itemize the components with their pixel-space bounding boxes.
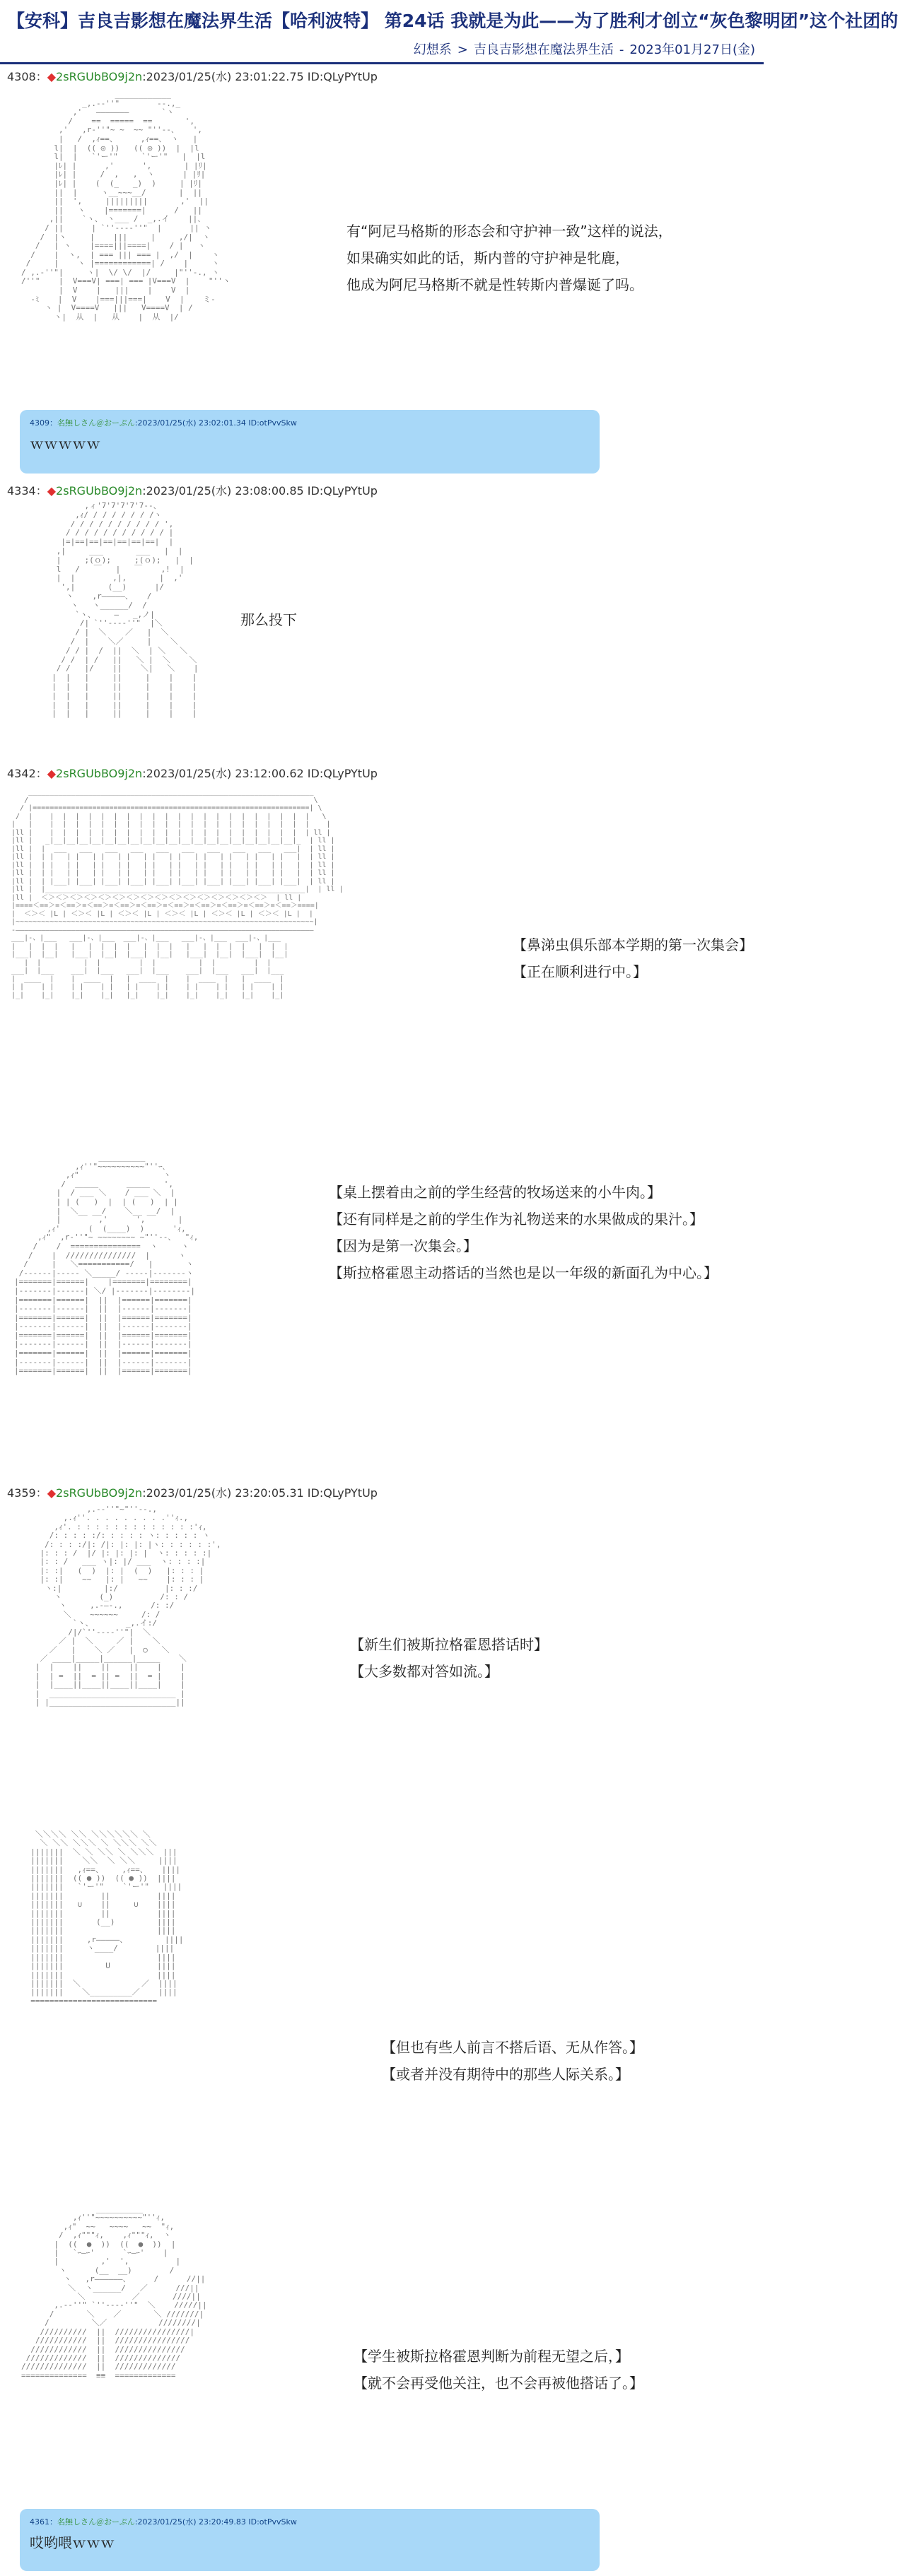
caption-line: 【因为是第一次集会。】 <box>329 1237 477 1254</box>
post-trip: 2sRGUbBO9j2n <box>56 70 143 83</box>
reply-body: 哎哟喂ｗｗｗ <box>30 2534 115 2551</box>
trip-diamond-icon: ◆ <box>47 70 57 83</box>
reply-trip: ＠おーぷん <box>96 418 135 428</box>
post-id: ID:QLyPYtUp <box>307 484 378 498</box>
post-number: 4334 <box>7 484 36 498</box>
breadcrumb-date: 2023年01月27日(金) <box>629 42 755 57</box>
post-caption <box>354 2343 643 2396</box>
caption-line: 【斯拉格霍恩主动搭话的当然也是以一年级的新面孔为中心。】 <box>329 1264 718 1281</box>
reply-number: 4309 <box>30 418 49 428</box>
caption-line: 【或者并没有期待中的那些人际关系。】 <box>382 2066 629 2083</box>
breadcrumb <box>414 40 755 58</box>
post-caption <box>240 606 297 633</box>
caption-line: 【大多数都对答如流。】 <box>350 1663 498 1680</box>
caption-line: 【但也有些人前言不搭后语、无从作答。】 <box>382 2039 643 2056</box>
caption-line: 如果确实如此的话，斯内普的守护神是牝鹿， <box>346 249 629 266</box>
breadcrumb-separator: > <box>457 42 468 57</box>
post-number: 4342 <box>7 767 36 780</box>
breadcrumb-series-link[interactable]: 吉良吉影想在魔法界生活 <box>473 42 614 57</box>
caption-line: 【学生被斯拉格霍恩判断为前程无望之后，】 <box>354 2348 629 2365</box>
caption-line: 【就不会再受他关注，也不会再被他搭话了。】 <box>354 2375 643 2392</box>
reply-name: 名無しさん <box>57 2517 96 2527</box>
post-date: 2023/01/25(水) 23:20:05.31 <box>146 1486 304 1500</box>
ascii-art-figure: ＼＼＼＼ ＼＼ ＼＼＼＼＼＼ ＼ ＼ ＼＼ ＼＼＼ ＼ ＼＼＼ ＼＼ ||||||| ＼ ＼ ＼＼ ＼ ＼＼＼ ||| ||||||| ＼＼ ＼ ＼＼ |||| ||||||| ,ｨ==、 ,ｨ==、 |||| ||||||| (( ● )) (( ● )) |||| ||||||| `'ー'" `'ー'" |||| ||||||| || |||| ||||||| ∪ || ∪ |||| ||||||| || |||| ||||||| (__) |||| ||||||| |||| ||||||| ,r―――――、 |||| ||||||| ヽ____/ |||| ||||||| |||| ||||||| U |||| ||||||| |||| ||||||| ＼ ／ |||| ||||||| ＼_________／ |||| =========================== <box>30 1830 184 2006</box>
reply-date: 2023/01/25(水) 23:02:01.34 <box>137 418 246 428</box>
trip-diamond-icon: ◆ <box>47 1486 57 1500</box>
post-date: 2023/01/25(水) 23:01:22.75 <box>146 70 304 83</box>
reply-post <box>20 2509 600 2571</box>
caption-line: 有“阿尼马格斯的形态会和守护神一致”这样的说法， <box>346 223 672 240</box>
post-caption <box>513 931 753 985</box>
reply-number: 4361 <box>30 2517 49 2527</box>
page-title: 【安科】吉良吉影想在魔法界生活【哈利波特】 第24话 我就是为此——为了胜利才创立“灰色黎明团”这个社团的 <box>7 11 898 31</box>
post-number: 4308 <box>7 70 36 83</box>
ascii-art-portrait: ,ィ'7'7'7'7'7‐-、 ,ｨ/ / / / / / / /ヽ / / / / / / / / / / ', / / / / / / / / / / / | |=|==|==|==|==|==|==| | ,| ___ ___ | | | ;(ｏ); ;(ｏ); | | l / ￣ | ￣ ,! | | | ,|, | ,' ',| (__) |/ ヽ ,r―――――、 / ヽ ヽ______/ / `ヽ、 ― _,ノ| /| `''‐--‐''" |＼ / | ＼ ／ | ＼ / | ＼／ | ＼ / / | / || ＼ | ＼ ＼ / / | / || ＼ | ＼ ＼ / / |/ || ＼| ＼ | | | | || | | | | | | || | | | | | | || | | | | | | || | | | | | | || | | | <box>52 501 199 719</box>
caption-line: 【新生们被斯拉格霍恩搭话时】 <box>350 1636 548 1653</box>
post-date: 2023/01/25(水) 23:08:00.85 <box>146 484 304 498</box>
post-header: 4359：◆2sRGUbBO9j2n:2023/01/25(水) 23:20:05.31 ID:QLyPYtUp <box>7 1486 378 1500</box>
post-caption <box>382 2034 643 2088</box>
breadcrumb-category-link[interactable]: 幻想系 <box>413 42 452 57</box>
caption-line: 【正在顺利进行中。】 <box>513 963 647 980</box>
post-id: ID:QLyPYtUp <box>307 1486 378 1500</box>
reply-post <box>20 410 600 474</box>
ascii-art-dining-hall: ___________________________________________________________________ / \ / |=================================================================| \ / | | | | | | | | | | | | | | | | | | | | | | \ | | | | | | | | | | | | | | | | | | | | | | | | |ll | | | | | | | | | | | | | | | | | | | | | | ll | |ll | _|__|__|__|__|__|__|__|__|__|__|__|__|__|__|__|__|__|__|__|_ | ll | |ll | | ___ ___ ___ ___ ___ ___ ___ ___ ___ ___| | ll | |ll | | | | | | | | | | | | | | | | | | | | | | | ll | |ll | | | | | | | | | | | | | | | | | | | | | | | ll | |ll | | | | | | | | | | | | | | | | | | | | | | | ll | |ll | | |___| |___| |___| |___| |___| |___| |___| |___| |___| |___| | ll | |ll | |_____________________________________________________________| | ll | |ll | ＜＞＜＞＜＞＜＞＜＞＜＞＜＞＜＞＜＞＜＞＜＞＜＞＜＞＜＞＜＞＜＞ | ll | |====＜==＞=＜==＞=＜==＞=＜==＞=＜==＞=＜==＞=＜==＞=＜==＞=＜==＞=＜==＞====| | ＜＞＜ |L | ＜＞＜ |L | ＜＞＜ |L | ＜＞＜ |L | ＜＞＜ |L | ＜＞＜ |L | | |~~~~~~~~~~~~~~~~~~~~~~~~~~~~~~~~~~~~~~~~~~~~~~~~~~~~~~~~~~~~~~~~~~~~~~| ‐―――――――――――――――――――――――――――――――――――――――――――――――――――――――――――――――――――――― ___|‐、|___ ___|‐、|___ ___|‐、|___ ___|‐、|___ ___|‐、|___ | | | | | | | | | | | | | | | | | | | | |___| |__| |___| |__| |___| |__| |___| |__| |___| |__| | | | | | | | | | | ___| |___ ___| |___ ___| |___ ___| |___ ___| |___ | ____ | | ____ | | ____ | | ____ | | ____ | | | | | | | | | | | | | | | | | | | | | |_| |_| |_| |_| |_| |_| |_| |_| |_| |_| <box>11 788 344 999</box>
reply-id: ID:otPvvSkw <box>248 418 297 428</box>
breadcrumb-separator: - <box>619 42 624 57</box>
reply-meta: 4309：名無しさん＠おーぷん:2023/01/25(水) 23:02:01.34 ID:otPvvSkw <box>30 418 297 428</box>
post-trip: 2sRGUbBO9j2n <box>56 767 143 780</box>
trip-diamond-icon: ◆ <box>47 484 57 498</box>
caption-line: 他成为阿尼马格斯不就是性转斯内普爆诞了吗。 <box>346 276 643 293</box>
reply-meta: 4361：名無しさん＠おーぷん:2023/01/25(水) 23:20:49.83 ID:otPvvSkw <box>30 2517 297 2527</box>
post-trip: 2sRGUbBO9j2n <box>56 1486 143 1500</box>
reply-trip: ＠おーぷん <box>96 2517 135 2527</box>
post-trip: 2sRGUbBO9j2n <box>56 484 143 498</box>
post-number: 4359 <box>7 1486 36 1500</box>
page-header <box>0 0 898 64</box>
trip-diamond-icon: ◆ <box>47 767 57 780</box>
post-id: ID:QLyPYtUp <box>307 70 378 83</box>
caption-line: 那么投下 <box>240 611 297 628</box>
reply-body: ｗｗｗｗｗ <box>30 435 100 452</box>
caption-line: 【桌上摆着由之前的学生经营的牧场送来的小牛肉。】 <box>329 1184 661 1201</box>
post-header: 4334：◆2sRGUbBO9j2n:2023/01/25(水) 23:08:00.85 ID:QLyPYtUp <box>7 484 378 498</box>
ascii-art-portrait: ____________ _,.-‐''" ‐-.,_ ,' ――――――― `ヽ / == ===== == ', ,' ,r‐''"~ ~ ~~ "''‐-、 ', | / ,ｨ==、 ,ｨ==、 ヽ | l| | (( ◎ )) (( ◎ )) | |l l| | `'ー'" `'ー'" | |l |ﾚ| | ,' ', | |ﾘ| |ﾚ| | / , , ヽ | |ﾘ| |ﾚ| | ( (_ _) ) | |ﾘ| || | ヽ__~~~__/ | || || ', ||||||||| ,' || || ヽ |=======| / || ,|| `ヽ、 ヽ___ / _,.イ ||、 / || | `''‐--‐''" | || ヽ / |ヽ | ||| | ,/| ヽ / | ヽ |====|||====| / | ヽ / | ヽ, | === ||| === | ,/ | ヽ / | ヽ |============| / | ヽ / ,.‐''"| ヽ| \/ \/ |/ |"''‐., ヽ /''" | V===V| ===| === |V===V | "''ヽ | V | ||| | V | -ﾐ | V |===|||===| V | ミ- ヽ | V====V ||| V====V | / ヽ| 从 | 从 | 从 |/ <box>21 90 231 322</box>
reply-name: 名無しさん <box>57 418 96 428</box>
reply-id: ID:otPvvSkw <box>248 2517 297 2527</box>
ascii-art-old-man: __________ ,ｨ''"~~~~~~~~~~"''ｨ, ,ｨ" ~~ ~~~~ ~~ "ｨ, / ,ｨ"""ｨ, ,ｨ"""ｨ, ヽ | (( ● )) (( ● )) | | `ｰ―ｰ' `ｰ―ｰ' | | ,' ', | ヽ (__ __) / ヽ ,r――――――、 / //|| ＼ ヽ______/ ／ ///|| ＼ ／ ////|| ,.-‐''" `''‐--‐''" ＼ /////|| / ＼ ／ ＼ ///////| / ＼／ ////////| ////////// || ////////////////| /////////// || //////////////// //////////// || /////////////// ///////////// || ////////////// ////////////// || ///////////// ============== ≡≡ ============= <box>21 2204 207 2380</box>
caption-line: 【还有同样是之前的学生作为礼物送来的水果做成的果汁。】 <box>329 1211 704 1228</box>
reply-date: 2023/01/25(水) 23:20:49.83 <box>137 2517 246 2527</box>
post-caption <box>350 1631 548 1685</box>
post-id: ID:QLyPYtUp <box>307 767 378 780</box>
post-caption <box>329 1179 718 1286</box>
caption-line: 【鼻涕虫俱乐部本学期的第一次集会】 <box>513 936 753 953</box>
post-caption <box>346 218 672 298</box>
post-header: 4308：◆2sRGUbBO9j2n:2023/01/25(水) 23:01:22.75 ID:QLyPYtUp <box>7 70 378 83</box>
ascii-art-slughorn: __________ ,ｨ''"~~~~~~~~~~"''ｰ､ ,ｨ" ヽ / ＿＿＿ ＿＿＿ ', | / ___ ＼ / ___ ＼ | | | ( ) | | ( ) | | | ＼__ __/ ＼__ __/ | | ,' ', | ,ｨ' ( (____) ) 'ｨ, ,ｨ" ,r‐''"~ ~~~~~~~~ ~"''‐-、 "ｨ, / / =============== ヽ ヽ / | /////////////// | ヽ / | ＼===========/ | ヽ /‐‐‐‐‐‐|‐‐‐‐‐ ＼_____/ ‐‐‐‐‐|‐‐‐‐‐‐‐ヽ |=======|======| |=======|========| |‐‐‐‐‐‐‐|‐‐‐‐‐‐| ＼/ |‐‐‐‐‐‐‐|‐‐‐‐‐‐‐‐| |=======|======| || |======|=======| |‐‐‐‐‐‐‐|‐‐‐‐‐‐| || |‐‐‐‐‐‐|‐‐‐‐‐‐‐| |=======|======| || |======|=======| |‐‐‐‐‐‐‐|‐‐‐‐‐‐| || |‐‐‐‐‐‐|‐‐‐‐‐‐‐| |=======|======| || |======|=======| |‐‐‐‐‐‐‐|‐‐‐‐‐‐| || |‐‐‐‐‐‐|‐‐‐‐‐‐‐| |=======|======| || |======|=======| |‐‐‐‐‐‐‐|‐‐‐‐‐‐| || |‐‐‐‐‐‐|‐‐‐‐‐‐‐| |=======|======| || |======|=======| <box>14 1153 199 1376</box>
post-date: 2023/01/25(水) 23:12:00.62 <box>146 767 304 780</box>
post-header: 4342：◆2sRGUbBO9j2n:2023/01/25(水) 23:12:00.62 ID:QLyPYtUp <box>7 767 378 780</box>
ascii-art-student: ,.-‐''"~"''‐-., ,.ｨ''. . . . . . . . .''ｨ., ,ｨ'. : : : : : : : : : : : : :'ｨ, /: : : : :/: : : : : ヽ: : : : : ヽ /: : : :/|: /|: |: |: |ヽ: : : : : :', |: : : / |/ |: |: |: | ヽ: : : : :| |: : / ___ ヽ|: |/ ___ ヽ: : : :| |: :| ( ) |: | ( ) |: : : | |: :| ~~ |: | ~~ |: : : | ヽ:| |:/ |: : :/ ヽ (_) /: : / ヽ ,.-―-., /: :/ ＼ ~~~~~~ /: / `ヽ、 _,.イ:/ /|/`''‐--‐''"| ＼ ／ | ＼ ／ | ＼ ／ | ＼ ／ | ○ ＼ ／ ____|_____|______|_____ ＼ | | || || || | | | | = || = || = || = | | | |____||____||____||____| | | ___________________________ | | |___________________________|| <box>35 1505 221 1707</box>
